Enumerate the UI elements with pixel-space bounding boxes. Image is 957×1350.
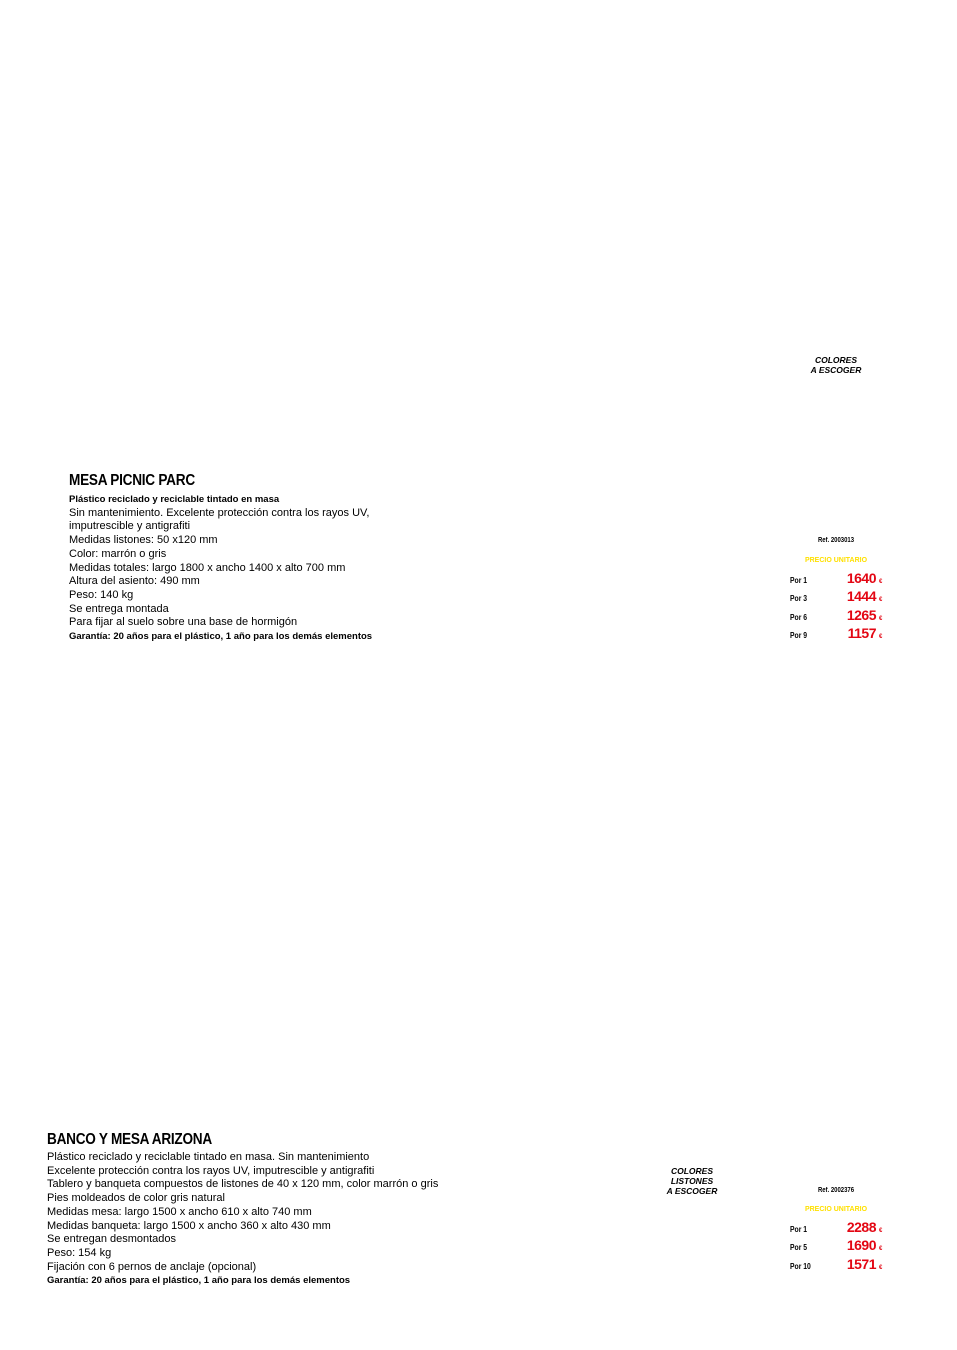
description-line: Medidas mesa: largo 1500 x ancho 610 x alto 740 mm [47, 1205, 312, 1218]
description-line: Fijación con 6 pernos de anclaje (opcional) [47, 1260, 257, 1273]
price-row [790, 570, 882, 588]
description-line: Peso: 140 kg [69, 588, 134, 601]
currency-symbol: € [879, 615, 883, 622]
price-table [790, 570, 882, 643]
colors-note-line: COLORES [814, 355, 858, 365]
description-line: Medidas totales: largo 1800 x ancho 1400 x alto 700 mm [69, 561, 346, 574]
price-quantity: Por 1 [790, 576, 808, 585]
description-line: Se entrega montada [69, 602, 169, 615]
description-line: Pies moldeados de color gris natural [47, 1192, 225, 1205]
unit-price-label: PRECIO UNITARIO [804, 1206, 868, 1213]
description-line: Medidas listones: 50 x120 mm [69, 534, 218, 547]
price-quantity: Por 1 [790, 1225, 808, 1234]
price-table [790, 1219, 882, 1274]
currency-symbol: € [879, 1246, 883, 1253]
warranty-line: Garantía: 20 años para el plástico, 1 año para los demás elementos [69, 631, 373, 643]
product-description [69, 493, 372, 644]
currency-symbol: € [879, 633, 883, 640]
currency-symbol: € [879, 579, 883, 585]
description-line: Sin mantenimiento. Excelente protección contra los rayos UV, [69, 506, 370, 519]
currency-symbol: € [879, 597, 883, 604]
colors-note-line: LISTONES [670, 1176, 714, 1186]
warranty-line: Garantía: 20 años para el plástico, 1 año para los demás elementos [47, 1275, 351, 1287]
description-line: Altura del asiento: 490 mm [69, 575, 200, 588]
description-line: Medidas banqueta: largo 1500 x ancho 360 x alto 430 mm [47, 1219, 331, 1232]
description-line: Color: marrón o gris [69, 547, 167, 560]
product-description [47, 1151, 438, 1288]
description-line: Excelente protección contra los rayos UV, imputrescible y antigrafiti [47, 1164, 375, 1177]
price-quantity: Por 6 [790, 612, 808, 622]
colors-note-line: COLORES [670, 1166, 714, 1176]
price-value: 1571 [846, 1255, 876, 1272]
currency-symbol: € [879, 1264, 883, 1271]
price-value: 1157 [847, 624, 876, 641]
product-title: MESA PICNIC PARC [69, 472, 195, 489]
price-row [790, 1219, 882, 1237]
product-title: BANCO Y MESA ARIZONA [47, 1131, 212, 1148]
price-row [790, 607, 882, 625]
price-quantity: Por 3 [790, 594, 808, 604]
unit-price-label: PRECIO UNITARIO [804, 557, 868, 564]
price-row [790, 1256, 882, 1274]
description-line: Plástico reciclado y reciclable tintado en masa. Sin mantenimiento [47, 1151, 370, 1163]
product-ref: Ref. 2002376 [817, 1187, 855, 1194]
price-value: 1640 [846, 570, 876, 586]
price-row [790, 1237, 882, 1255]
price-quantity: Por 10 [790, 1261, 811, 1271]
description-line: Peso: 154 kg [47, 1246, 112, 1259]
price-value: 1690 [846, 1237, 876, 1254]
description-line: Plástico reciclado y reciclable tintado en masa [69, 494, 280, 505]
description-line: imputrescible y antigrafiti [69, 520, 191, 533]
colors-note-line: A ESCOGER [810, 365, 862, 375]
colors-note-line: A ESCOGER [666, 1186, 718, 1196]
price-row [790, 625, 882, 643]
colors-note [652, 1166, 732, 1196]
description-line: Tablero y banqueta compuestos de listones de 40 x 120 mm, color marrón o gris [47, 1178, 439, 1191]
description-line: Se entregan desmontados [47, 1233, 177, 1246]
price-value: 1444 [846, 588, 876, 605]
price-value: 2288 [846, 1219, 876, 1235]
price-value: 1265 [846, 606, 876, 623]
currency-symbol: € [879, 1228, 883, 1234]
price-row [790, 588, 882, 606]
price-quantity: Por 9 [790, 630, 808, 640]
product-ref: Ref. 2003013 [817, 537, 855, 544]
description-line: Para fijar al suelo sobre una base de hormigón [69, 616, 298, 629]
colors-note [796, 355, 876, 375]
price-quantity: Por 5 [790, 1243, 808, 1253]
